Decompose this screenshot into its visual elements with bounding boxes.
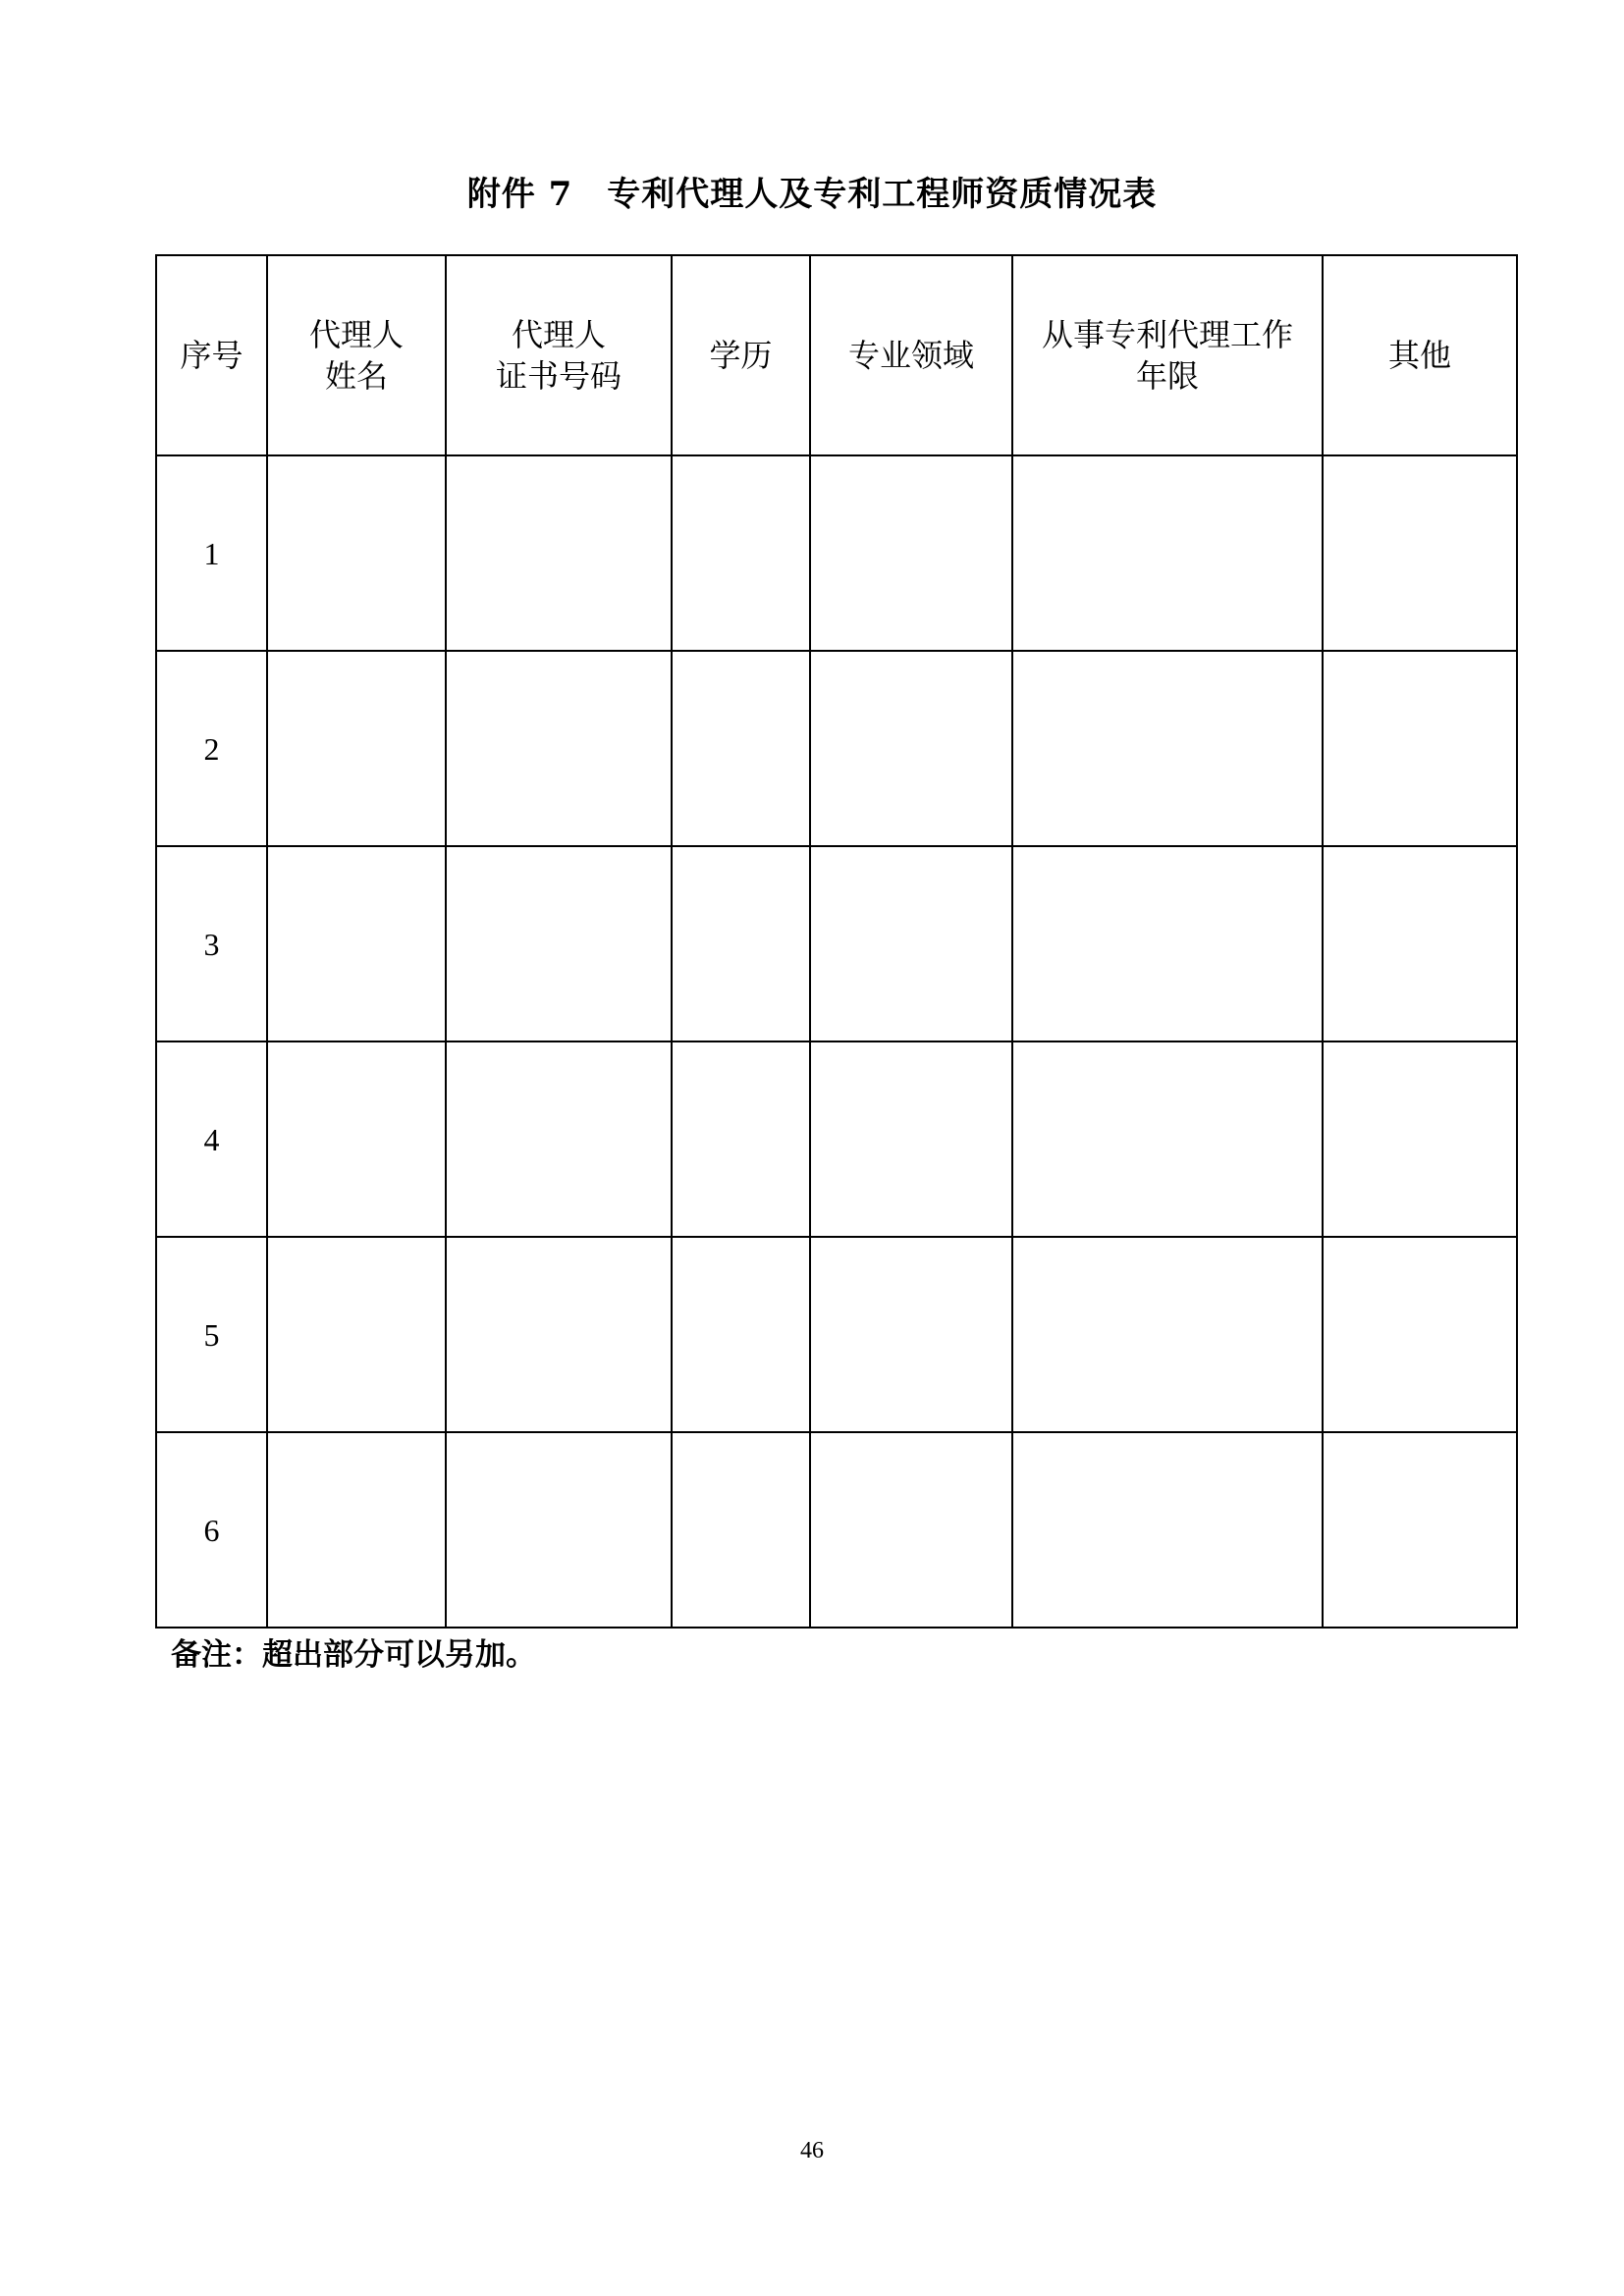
row-number: 3 [156,846,267,1041]
table-row [156,1237,1517,1432]
cell-years-experience[interactable] [1012,1432,1323,1628]
cell-agent-name[interactable] [267,651,446,846]
header-line: 年限 [1135,357,1199,395]
cell-agent-name[interactable] [267,1432,446,1628]
header-education [672,255,810,455]
header-line: 姓名 [324,357,388,395]
page-number: 46 [800,2138,824,2163]
row-number: 1 [156,455,267,651]
cell-certificate-number[interactable] [446,651,672,846]
cell-agent-name[interactable] [267,455,446,651]
cell-years-experience[interactable] [1012,455,1323,651]
cell-agent-name[interactable] [267,846,446,1041]
cell-education[interactable] [672,846,810,1041]
header-serial-number [156,255,267,455]
cell-specialty[interactable] [810,651,1012,846]
cell-years-experience[interactable] [1012,1041,1323,1237]
row-number: 2 [156,651,267,846]
header-line: 从事专利代理工作 [1041,316,1293,353]
cell-agent-name[interactable] [267,1237,446,1432]
cell-other[interactable] [1323,1237,1517,1432]
header-certificate-number [446,255,672,455]
header-line: 序号 [180,337,244,374]
cell-other[interactable] [1323,846,1517,1041]
header-line: 学历 [709,337,773,374]
cell-specialty[interactable] [810,1432,1012,1628]
cell-years-experience[interactable] [1012,1237,1323,1432]
header-line: 代理人 [511,316,606,353]
cell-education[interactable] [672,651,810,846]
cell-education[interactable] [672,455,810,651]
table-footnote: 备注：超出部分可以另加。 [171,1637,536,1673]
header-line: 其他 [1387,337,1451,374]
qualification-table [155,254,1518,1629]
header-specialty [810,255,1012,455]
cell-other[interactable] [1323,1432,1517,1628]
row-number: 4 [156,1041,267,1237]
cell-agent-name[interactable] [267,1041,446,1237]
cell-specialty[interactable] [810,1041,1012,1237]
table-row [156,1432,1517,1628]
cell-education[interactable] [672,1041,810,1237]
cell-specialty[interactable] [810,455,1012,651]
header-line: 代理人 [308,316,404,353]
header-agent-name [267,255,446,455]
table-row [156,651,1517,846]
page-title: 附件 7 专利代理人及专利工程师资质情况表 [466,175,1158,214]
cell-specialty[interactable] [810,846,1012,1041]
cell-education[interactable] [672,1432,810,1628]
cell-other[interactable] [1323,1041,1517,1237]
cell-certificate-number[interactable] [446,1041,672,1237]
header-line: 专业领域 [847,337,974,374]
cell-certificate-number[interactable] [446,1237,672,1432]
table-row [156,1041,1517,1237]
cell-years-experience[interactable] [1012,846,1323,1041]
table-row [156,455,1517,651]
cell-certificate-number[interactable] [446,846,672,1041]
table-row [156,846,1517,1041]
cell-years-experience[interactable] [1012,651,1323,846]
cell-education[interactable] [672,1237,810,1432]
header-other [1323,255,1517,455]
cell-other[interactable] [1323,651,1517,846]
header-years-experience [1012,255,1323,455]
cell-other[interactable] [1323,455,1517,651]
row-number: 5 [156,1237,267,1432]
cell-certificate-number[interactable] [446,455,672,651]
row-number: 6 [156,1432,267,1628]
table-header-row [156,255,1517,455]
cell-certificate-number[interactable] [446,1432,672,1628]
header-line: 证书号码 [495,357,622,395]
cell-specialty[interactable] [810,1237,1012,1432]
